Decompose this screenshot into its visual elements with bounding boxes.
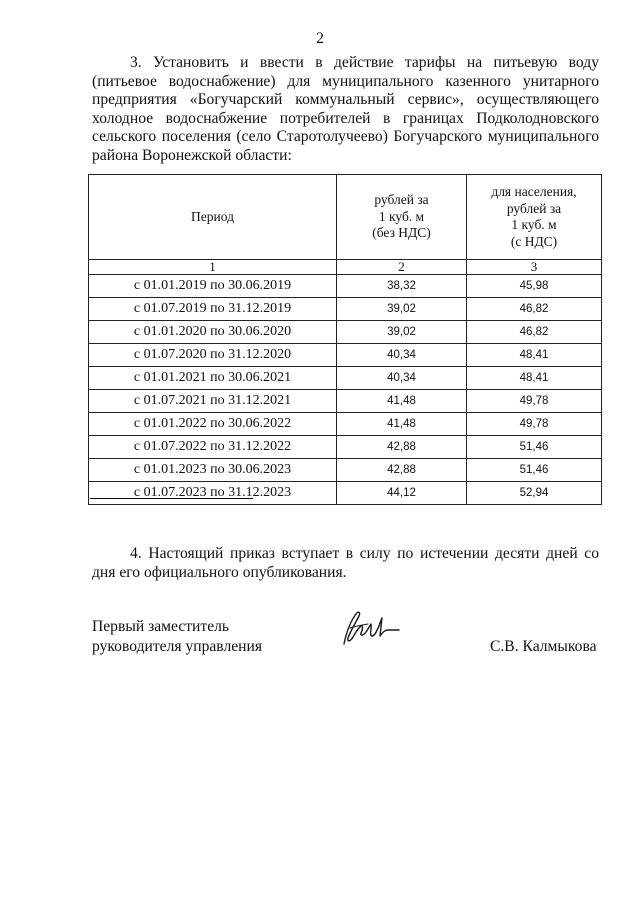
period-cell: с 01.01.2023 по 30.06.2023: [89, 459, 337, 482]
signatory-title: [92, 617, 262, 657]
tariff-no-vat-cell: 39,02: [337, 321, 467, 344]
column-index-row: [89, 260, 602, 275]
header-line: рублей за: [374, 192, 429, 208]
tariff-no-vat-cell: 41,48: [337, 390, 467, 413]
period-cell: с 01.07.2020 по 31.12.2020: [89, 344, 337, 367]
tariff-no-vat-cell: 41,48: [337, 413, 467, 436]
header-line: для населения,: [491, 184, 577, 199]
clause-4-text: 4. Настоящий приказ вступает в силу по истечении десяти дней со дня его официального опубликования.: [92, 545, 599, 581]
header-line: 1 куб. м: [511, 217, 557, 232]
header-line: 1 куб. м: [378, 208, 425, 224]
tariff-no-vat-cell: 42,88: [337, 436, 467, 459]
signatory-title-line: руководителя управления: [92, 638, 263, 655]
tariff-table: [88, 174, 602, 505]
header-line: (без НДС): [372, 225, 431, 241]
period-cell: с 01.07.2019 по 31.12.2019: [89, 298, 337, 321]
column-index: 3: [467, 260, 602, 275]
table-row: [89, 413, 602, 436]
period-cell: с 01.07.2022 по 31.12.2022: [89, 436, 337, 459]
tariff-no-vat-cell: 40,34: [337, 344, 467, 367]
period-cell: с 01.01.2020 по 30.06.2020: [89, 321, 337, 344]
table-header-row: [89, 175, 602, 260]
signatory-title-line: Первый заместитель: [92, 618, 230, 635]
tariff-with-vat-cell: 49,78: [467, 390, 602, 413]
table-row: [89, 482, 602, 505]
tariff-no-vat-cell: 44,12: [337, 482, 467, 505]
tariff-with-vat-cell: 51,46: [467, 436, 602, 459]
tariff-with-vat-cell: 52,94: [467, 482, 602, 505]
column-index: 2: [337, 260, 467, 275]
header-line: (с НДС): [510, 233, 558, 249]
tariff-with-vat-cell: 46,82: [467, 321, 602, 344]
period-cell: с 01.07.2021 по 31.12.2021: [89, 390, 337, 413]
header-rub-with-vat: [467, 175, 602, 260]
table-row: [89, 298, 602, 321]
period-cell: с 01.07.2023 по 31.12.2023: [89, 482, 337, 505]
table-row: [89, 367, 602, 390]
header-period: Период: [89, 175, 337, 260]
tariff-with-vat-cell: 49,78: [467, 413, 602, 436]
tariff-with-vat-cell: 48,41: [467, 344, 602, 367]
tariff-no-vat-cell: 39,02: [337, 298, 467, 321]
tariff-with-vat-cell: 51,46: [467, 459, 602, 482]
signatory-name: С.В. Калмыкова: [490, 638, 597, 655]
handwritten-signature: [336, 608, 402, 650]
table-row: [89, 436, 602, 459]
tariff-no-vat-cell: 40,34: [337, 367, 467, 390]
table-row: [89, 459, 602, 482]
period-cell: с 01.01.2022 по 30.06.2022: [89, 413, 337, 436]
page-number: 2: [316, 30, 324, 47]
table-row: [89, 344, 602, 367]
tariff-no-vat-cell: 42,88: [337, 459, 467, 482]
header-line: рублей за: [506, 200, 562, 216]
footnote-divider: [90, 498, 253, 499]
tariff-with-vat-cell: 45,98: [467, 275, 602, 298]
tariff-with-vat-cell: 46,82: [467, 298, 602, 321]
table-row: [89, 321, 602, 344]
table-row: [89, 275, 602, 298]
period-cell: с 01.01.2019 по 30.06.2019: [89, 275, 337, 298]
tariff-with-vat-cell: 48,41: [467, 367, 602, 390]
period-cell: с 01.01.2021 по 30.06.2021: [89, 367, 337, 390]
header-rub-no-vat: [337, 175, 467, 260]
table-row: [89, 390, 602, 413]
clause-3-text: 3. Установить и ввести в действие тарифы на питьевую воду (питьевое водоснабжение) для муниципального казенного унитарного предприятия «Богучарский коммунальный сервис», осуществляющего холодное водоснабжение потребителей в границах Подколодновского сельского поселения (село Старотолучеево) Богучарского муниципального района Воронежской области:: [92, 54, 599, 164]
tariff-no-vat-cell: 38,32: [337, 275, 467, 298]
column-index: 1: [89, 260, 337, 275]
